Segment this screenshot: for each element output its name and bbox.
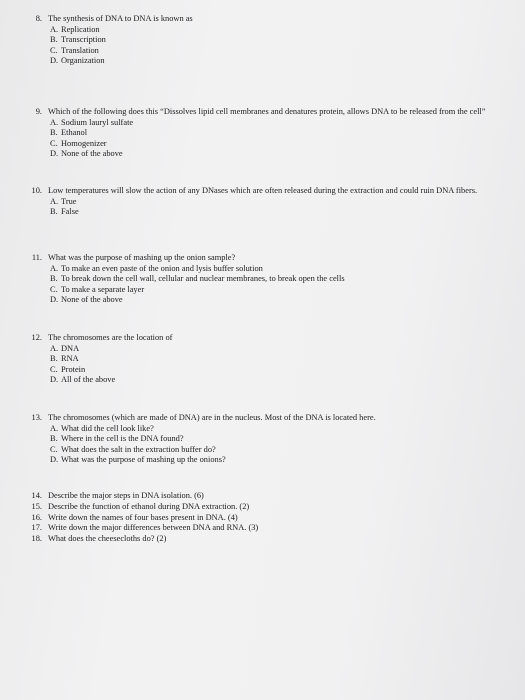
question-text: The chromosomes are the location of: [48, 333, 173, 342]
question-number: 18.: [31, 534, 42, 544]
option: [48, 434, 508, 445]
option: [48, 207, 508, 218]
option-letter: B.: [50, 274, 58, 284]
short-answer-item: [28, 534, 508, 545]
option-text: What does the salt in the extraction buffer do?: [61, 444, 216, 454]
option: [48, 149, 508, 160]
option-text: To make an even paste of the onion and lysis buffer solution: [61, 263, 263, 273]
option-text: Replication: [61, 24, 100, 34]
option: [48, 424, 508, 435]
question-text: What was the purpose of mashing up the onion sample?: [48, 253, 236, 262]
option-letter: D.: [50, 295, 59, 305]
option-text: Protein: [61, 364, 86, 374]
option-text: None of the above: [61, 149, 123, 159]
option-letter: D.: [50, 455, 59, 465]
question-text: Low temperatures will slow the action of any DNases which are often released during the extraction and could ruin DNA fibers.: [48, 186, 478, 195]
option: [48, 118, 508, 129]
option-letter: C.: [50, 284, 58, 294]
question-12: [28, 333, 508, 386]
short-answer-item: [28, 513, 508, 524]
option-letter: D.: [50, 375, 59, 385]
option-letter: B.: [50, 35, 58, 45]
option: [48, 197, 508, 208]
question-number: 11.: [31, 253, 42, 262]
question-text: The synthesis of DNA to DNA is known as: [48, 14, 193, 23]
option-text: False: [61, 207, 79, 217]
short-answer-item: [28, 502, 508, 513]
option: [48, 445, 508, 456]
option-letter: B.: [50, 354, 58, 364]
option: [48, 274, 508, 285]
option-text: To make a separate layer: [61, 284, 145, 294]
option: [48, 25, 508, 36]
question-text: The chromosomes (which are made of DNA) are in the nucleus. Most of the DNA is located here.: [48, 413, 376, 422]
option: [48, 285, 508, 296]
option: [48, 46, 508, 57]
question-13: [28, 413, 508, 466]
question-number: 9.: [35, 107, 42, 116]
option-text: Ethanol: [61, 128, 88, 138]
option-letter: C.: [50, 138, 58, 148]
answer-options: [48, 118, 508, 160]
option-letter: A.: [50, 117, 59, 127]
option-text: Organization: [61, 56, 105, 66]
question-10: [28, 186, 508, 218]
option-letter: B.: [50, 128, 58, 138]
option: [48, 264, 508, 275]
question-number: 8.: [35, 14, 42, 23]
question-number: 10.: [31, 186, 42, 195]
option-text: To break down the cell wall, cellular and nuclear membranes, to break open the cells: [61, 274, 345, 284]
option-text: Sodium lauryl sulfate: [61, 117, 134, 127]
option: [48, 344, 508, 355]
option-text: RNA: [61, 354, 79, 364]
option: [48, 455, 508, 466]
option: [48, 354, 508, 365]
option-text: All of the above: [61, 375, 116, 385]
question-text: Describe the function of ethanol during DNA extraction. (2): [48, 501, 250, 511]
option-letter: A.: [50, 423, 59, 433]
question-text: Write down the major differences between DNA and RNA. (3): [48, 523, 259, 533]
option: [48, 375, 508, 386]
option-letter: B.: [50, 207, 58, 217]
option-text: What did the cell look like?: [61, 423, 154, 433]
answer-options: [48, 264, 508, 306]
option-letter: C.: [50, 45, 58, 55]
option: [48, 128, 508, 139]
short-answer-item: [28, 523, 508, 534]
option-text: True: [61, 196, 77, 206]
question-text: Which of the following does this “Dissolves lipid cell membranes and denatures protein, allows DNA to be released from the cell”: [48, 107, 486, 116]
question-text: Write down the names of four bases present in DNA. (4): [48, 512, 238, 522]
option-text: DNA: [61, 343, 80, 353]
option-letter: C.: [50, 444, 58, 454]
option-letter: D.: [50, 149, 59, 159]
question-number: 15.: [31, 501, 42, 511]
option-text: Translation: [61, 45, 99, 55]
answer-options: [48, 25, 508, 67]
answer-options: [48, 344, 508, 386]
question-8: [28, 14, 508, 67]
option-letter: C.: [50, 364, 58, 374]
question-number: 14.: [31, 491, 42, 500]
option-letter: A.: [50, 263, 59, 273]
option-text: Where in the cell is the DNA found?: [61, 434, 184, 444]
question-number: 17.: [31, 523, 42, 533]
option: [48, 295, 508, 306]
answer-options: [48, 197, 508, 218]
short-answer-list: [28, 491, 508, 545]
question-9: [28, 107, 508, 160]
question-number: 12.: [31, 333, 42, 342]
question-number: 16.: [31, 512, 42, 522]
option: [48, 35, 508, 46]
short-answer-item: [28, 491, 508, 502]
option-letter: B.: [50, 434, 58, 444]
option: [48, 139, 508, 150]
question-text: What does the cheesecloths do? (2): [48, 534, 167, 544]
option-letter: A.: [50, 196, 59, 206]
option-text: Homogenizer: [61, 138, 107, 148]
option-text: What was the purpose of mashing up the onions?: [61, 455, 226, 465]
option-text: Transcription: [61, 35, 106, 45]
option-letter: D.: [50, 56, 59, 66]
option-text: None of the above: [61, 295, 123, 305]
option-letter: A.: [50, 343, 59, 353]
option: [48, 56, 508, 67]
question-number: 13.: [31, 413, 42, 422]
option: [48, 365, 508, 376]
option-letter: A.: [50, 24, 59, 34]
answer-options: [48, 424, 508, 466]
question-11: [28, 253, 508, 306]
question-text: Describe the major steps in DNA isolation. (6): [48, 491, 204, 500]
